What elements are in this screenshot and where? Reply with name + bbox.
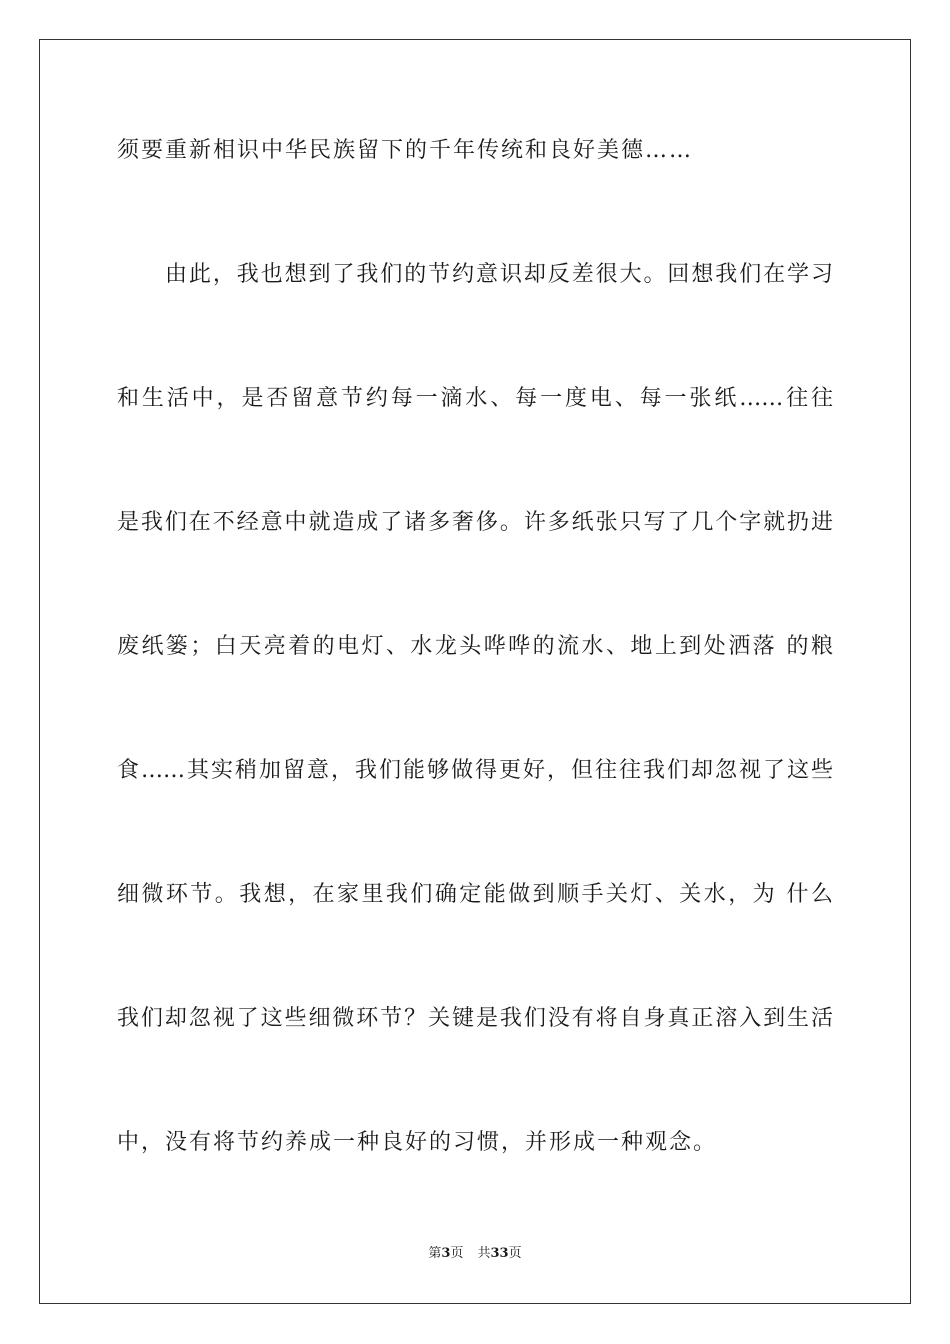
- footer-total-prefix: 共: [477, 1246, 491, 1261]
- footer-total-pages: 33: [490, 1246, 509, 1261]
- text-line-8: 我们却忽视了这些细微环节？关键是我们没有将自身真正溶入到生活: [117, 1006, 833, 1031]
- page-border: [39, 39, 911, 1304]
- text-line-6: 食……其实稍加留意，我们能够做得更好，但往往我们却忽视了这些: [117, 758, 833, 783]
- text-line-1: 须要重新相识中华民族留下的千年传统和良好美德……: [117, 138, 694, 163]
- page-footer: [0, 1245, 950, 1263]
- paragraph-first-line: 由此，我也想到了我们的节约意识却反差很大。回想我们在学习: [165, 262, 833, 287]
- text-line-7: 细微环节。我想，在家里我们确定能做到顺手关灯、关水，为 什么: [117, 882, 833, 907]
- footer-page-number: 3: [441, 1246, 451, 1261]
- footer-total-suffix: 页: [508, 1246, 522, 1261]
- text-line-4: 是我们在不经意中就造成了诸多奢侈。许多纸张只写了几个字就扔进: [117, 510, 833, 535]
- footer-page-prefix: 第: [428, 1246, 442, 1261]
- text-line-3: 和生活中，是否留意节约每一滴水、每一度电、每一张纸……往往: [117, 386, 833, 411]
- text-line-last: 中，没有将节约养成一种良好的习惯，并形成一种观念。: [117, 1130, 718, 1155]
- footer-page-suffix: 页: [450, 1246, 464, 1261]
- text-line-5: 废纸篓；白天亮着的电灯、水龙头哗哗的流水、地上到处洒落 的粮: [117, 634, 833, 659]
